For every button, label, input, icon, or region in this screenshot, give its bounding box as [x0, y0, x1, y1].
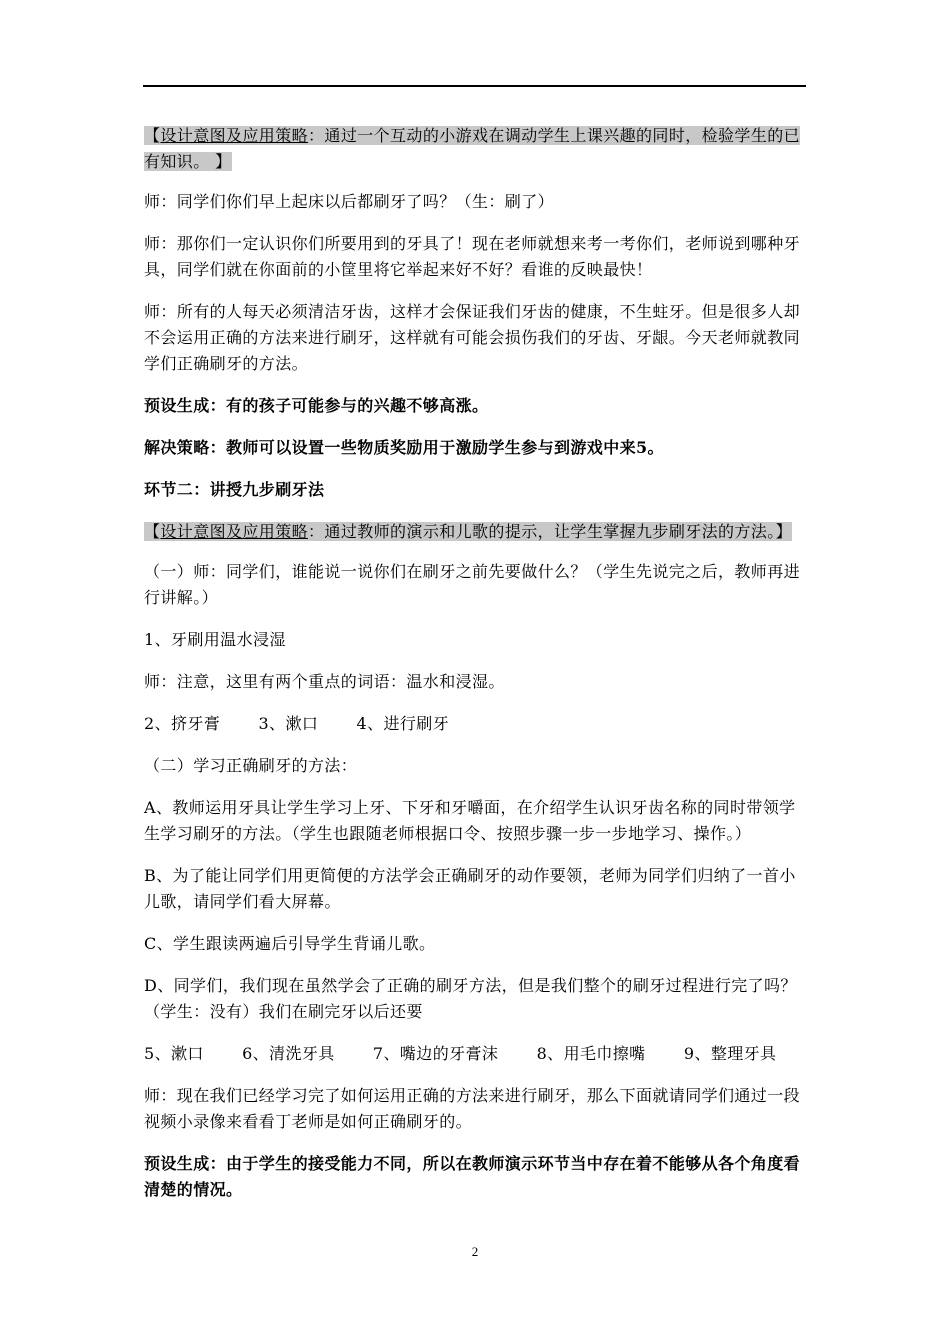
intent-open-bracket: 【: [144, 126, 161, 145]
intent-open-bracket: 【: [144, 522, 161, 541]
preset-outcome-1: 预设生成：有的孩子可能参与的兴趣不够高涨。: [144, 396, 489, 415]
paragraph: 师：注意，这里有两个重点的词语：温水和浸湿。: [144, 672, 505, 691]
paragraph: （二）学习正确刷牙的方法：: [144, 756, 358, 775]
intent-text: 通过教师的演示和儿歌的提示，让学生掌握九步刷牙法的方法。: [324, 522, 776, 541]
design-intent-1: [144, 123, 808, 175]
list-item: 5、漱口 6、清洗牙具 7、嘴边的牙膏沫 8、用毛巾擦嘴 9、整理牙具: [144, 1044, 777, 1063]
paragraph: C、学生跟读两遍后引导学生背诵儿歌。: [144, 934, 436, 953]
paragraph: D、同学们，我们现在虽然学会了正确的刷牙方法，但是我们整个的刷牙过程进行完了吗？（学生：没有）我们在刷完牙以后还要: [144, 976, 797, 1021]
paragraph: 师：同学们你们早上起床以后都刷牙了吗？（生：刷了）: [144, 192, 555, 211]
intent-close-bracket: 】: [209, 152, 232, 171]
paragraph: （一）师：同学们，谁能说一说你们在刷牙之前先要做什么？（学生先说完之后，教师再进行讲解。）: [144, 562, 801, 607]
paragraph: B、为了能让同学们用更简便的方法学会正确刷牙的动作要领，老师为同学们归纳了一首小儿歌，请同学们看大屏幕。: [144, 866, 796, 911]
intent-label: 设计意图及应用策略: [160, 522, 309, 541]
list-item: 1、牙刷用温水浸湿: [144, 630, 286, 649]
intent-close-bracket: 】: [775, 522, 793, 541]
paragraph: 师：那你们一定认识你们所要用到的牙具了！现在老师就想来考一考你们，老师说到哪种牙具，同学们就在你面前的小筐里将它举起来好不好？看谁的反映最快！: [144, 234, 801, 279]
paragraph: 师：现在我们已经学习完了如何运用正确的方法来进行刷牙，那么下面就请同学们通过一段视频小录像来看看丁老师是如何正确刷牙的。: [144, 1086, 801, 1131]
section-title: 环节二：讲授九步刷牙法: [144, 480, 325, 499]
document-body: [144, 123, 808, 1219]
header-rule: [143, 85, 806, 87]
page-number: 2: [471, 1244, 479, 1259]
intent-colon: ：: [308, 522, 325, 541]
list-item: 2、挤牙膏 3、漱口 4、进行刷牙: [144, 714, 450, 733]
solution-strategy-1: 解决策略：教师可以设置一些物质奖励用于激励学生参与到游戏中来5。: [144, 438, 664, 457]
paragraph: A、教师运用牙具让学生学习上牙、下牙和牙嚼面，在介绍学生认识牙齿名称的同时带领学生学习刷牙的方法。（学生也跟随老师根据口令、按照步骤一步一步地学习、操作。）: [144, 798, 796, 843]
intent-text: 通过一个互动的小游戏在调动学生上课兴趣的同时，检验学生的已有知识。: [144, 126, 801, 171]
intent-label: 设计意图及应用策略: [160, 126, 309, 145]
design-intent-2: [144, 519, 808, 545]
intent-colon: ：: [308, 126, 325, 145]
preset-outcome-2: 预设生成：由于学生的接受能力不同，所以在教师演示环节当中存在着不能够从各个角度看清楚的情况。: [144, 1154, 801, 1199]
paragraph: 师：所有的人每天必须清洁牙齿，这样才会保证我们牙齿的健康，不生蛀牙。但是很多人却不会运用正确的方法来进行刷牙，这样就有可能会损伤我们的牙齿、牙龈。今天老师就教同学们正确刷牙的方法。: [144, 302, 801, 373]
